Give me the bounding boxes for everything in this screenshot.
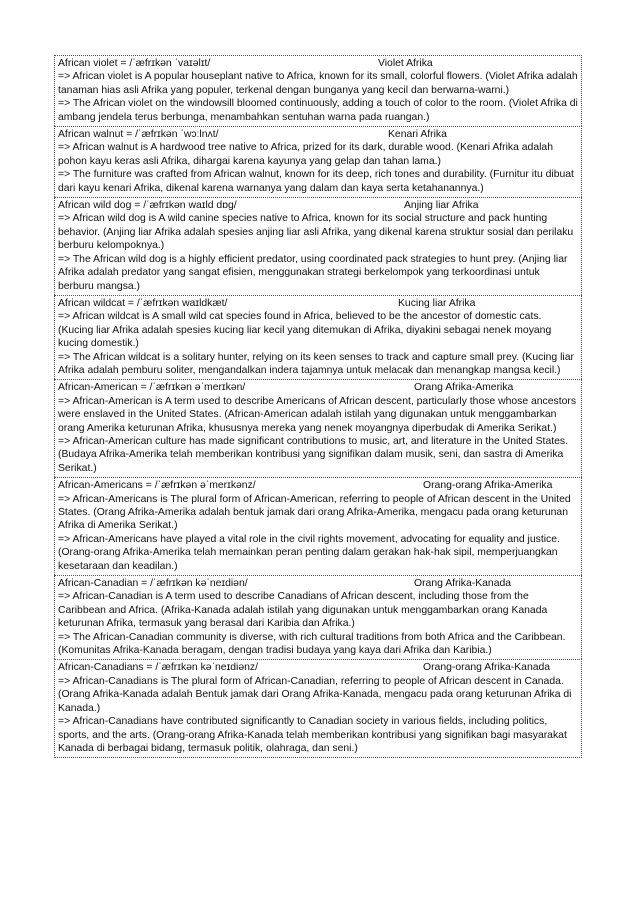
entry-example: => The African violet on the windowsill bloomed continuously, adding a touch of color to the room. (Violet Afrika di ambang jendela terus berbunga, menambahkan sentuhan warna pada ruangan.) <box>58 98 578 123</box>
entry-header <box>58 297 578 310</box>
dictionary-entry <box>54 575 582 659</box>
entry-term: African wild dog = /ˈæfrɪkən waɪld dɒɡ/ <box>58 200 237 212</box>
entry-definition: => African walnut is A hardwood tree native to Africa, prized for its dark, durable wood. (Kenari Afrika adalah pohon kayu keras asli Afrika, dihargai karena kayunya yang gelap dan tahan lama.) <box>58 142 553 167</box>
entry-example: => The African-Canadian community is diverse, with rich cultural traditions from both Africa and the Caribbean. (Komunitas Afrika-Kanada beragam, dengan tradisi budaya yang kaya dari Afrika dan Karibia.) <box>58 631 566 657</box>
entry-translation: Violet Afrika <box>378 58 433 69</box>
dictionary-entry <box>54 126 582 197</box>
entry-definition: => African violet is A popular houseplant native to Africa, known for its small, colorful flowers. (Violet Afrika adalah tanaman hias asli Afrika yang populer, terkenal dengan bunganya yang kecil dan berwarna-warni.) <box>58 71 578 96</box>
entry-definition: => African-American is A term used to describe Americans of African descent, particularly those whose ancestors were enslaved in the United States. (African-American adalah istilah yang digunakan untuk menggambarkan orang Amerika keturunan Afrika, khususnya mereka yang nenek moyangnya diperbudak di Amerika Serikat.) <box>58 395 577 434</box>
entry-translation: Orang-orang Afrika-Kanada <box>423 662 551 674</box>
entry-translation: Kenari Afrika <box>388 129 447 141</box>
entry-header <box>58 479 578 492</box>
entry-header <box>58 199 578 212</box>
dictionary-entry <box>54 197 582 295</box>
entry-list <box>54 55 582 758</box>
entry-example: => The furniture was crafted from African walnut, known for its deep, rich tones and durability. (Furnitur itu dibuat dari kayu kenari Afrika, dikenal karena warnanya yang dalam dan kaya serta ketahanannya.) <box>58 169 574 194</box>
entry-definition: => African-Americans is The plural form of African-American, referring to people of African descent in the United States. (Orang Afrika-Amerika adalah bentuk jamak dari orang Afrika-Amerika, mengacu pada orang keturunan Afrika di Amerika Serikat.) <box>58 493 571 532</box>
entry-example: => African-American culture has made significant contributions to music, art, and literature in the United States. (Budaya Afrika-Amerika telah memberikan kontribusi yang signifikan dalam musik, seni, dan sastra di Amerika Serikat.) <box>58 435 568 474</box>
entry-header <box>58 57 578 70</box>
dictionary-entry <box>54 659 582 758</box>
entry-header <box>58 381 578 394</box>
dictionary-entry <box>54 55 582 126</box>
entry-definition: => African-Canadians is The plural form of African-Canadian, referring to people of African descent in Canada. (Orang Afrika-Kanada adalah Bentuk jamak dari Orang Afrika-Kanada, mengacu pada orang keturunan Afrika di Kanada.) <box>58 675 572 714</box>
entry-term: African-Canadian = /ˈæfrɪkən kəˈneɪdiən/ <box>58 578 248 590</box>
entry-definition: => African-Canadian is A term used to describe Canadians of African descent, including those from the Caribbean and Africa. (Afrika-Kanada adalah istilah yang digunakan untuk menggambarkan orang Kanada keturunan Afrika, termasuk yang berasal dari Karibia dan Afrika.) <box>58 591 548 630</box>
entry-translation: Orang Afrika-Amerika <box>414 382 514 394</box>
entry-translation: Orang-orang Afrika-Amerika <box>423 480 553 492</box>
entry-term: African wildcat = /ˈæfrɪkən waɪldkæt/ <box>58 297 228 309</box>
entry-term: African-Canadians = /ˈæfrɪkən kəˈneɪdiənz/ <box>58 662 259 674</box>
entry-term: African-American = /ˈæfrɪkən əˈmerɪkən/ <box>58 382 246 394</box>
entry-term: African walnut = /ˈæfrɪkən ˈwɔːlnʌt/ <box>58 129 219 141</box>
entry-translation: Anjing liar Afrika <box>404 200 479 212</box>
entry-term: African violet = /ˈæfrɪkən ˈvaɪəlɪt/ <box>58 58 211 69</box>
entry-example: => African-Canadians have contributed significantly to Canadian society in various fields, including politics, sports, and the arts. (Orang-orang Afrika-Kanada telah memberikan kontribusi yang signifikan bagi masyarakat Kanada di berbagai bidang, termasuk politik, olahraga, dan seni.) <box>58 716 567 754</box>
entry-definition: => African wildcat is A small wild cat species found in Africa, believed to be the ancestor of domestic cats. (Kucing liar Afrika adalah spesies kucing liar kecil yang ditemukan di Afrika, diyakini sebagai nenek moyang kucing domestik.) <box>58 311 552 350</box>
entry-definition: => African wild dog is A wild canine species native to Africa, known for its social structure and pack hunting behavior. (Anjing liar Afrika adalah spesies anjing liar asli Afrika, yang dikenal karena struktur sosial dan perilaku berburu kelompoknya.) <box>58 213 574 252</box>
dictionary-entry <box>54 379 582 477</box>
entry-header <box>58 577 578 590</box>
entry-header <box>58 128 578 141</box>
entry-example: => African-Americans have played a vital role in the civil rights movement, advocating for equality and justice. (Orang-orang Afrika-Amerika telah memainkan peran penting dalam gerakan hak-hak sipil, memperjuangkan kesetaraan dan keadilan.) <box>58 533 560 572</box>
entry-term: African-Americans = /ˈæfrɪkən əˈmerɪkənz/ <box>58 480 256 492</box>
dictionary-entry <box>54 477 582 575</box>
entry-example: => The African wild dog is a highly efficient predator, using coordinated pack strategies to hunt prey. (Anjing liar Afrika adalah predator yang sangat efisien, menggunakan strategi berkelompok yang terkoordinasi untuk berburu mangsa.) <box>58 253 568 292</box>
dictionary-entry <box>54 295 582 379</box>
dictionary-page <box>54 55 582 758</box>
entry-example: => The African wildcat is a solitary hunter, relying on its keen senses to track and capture small prey. (Kucing liar Afrika adalah pemburu soliter, mengandalkan indera tajamnya untuk melacak dan menangkap mangsa kecil.) <box>58 351 574 376</box>
entry-translation: Kucing liar Afrika <box>398 297 476 309</box>
entry-header <box>58 661 578 674</box>
entry-translation: Orang Afrika-Kanada <box>414 578 512 590</box>
